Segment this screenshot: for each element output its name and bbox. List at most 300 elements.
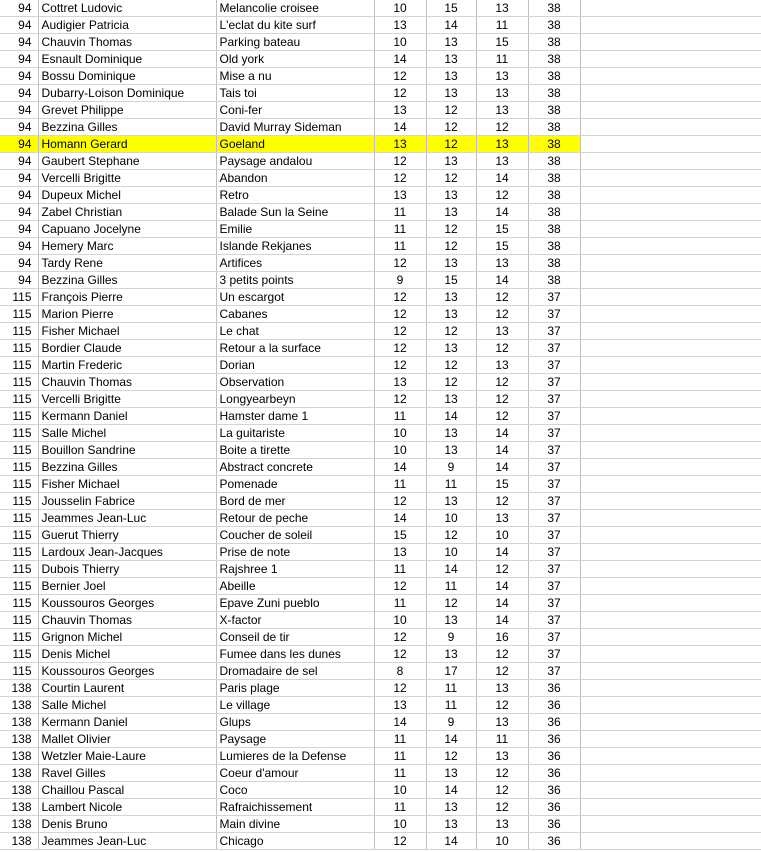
score-3-cell[interactable]: 14	[476, 595, 528, 612]
photographer-name-cell[interactable]: Courtin Laurent	[38, 680, 216, 697]
photographer-name-cell[interactable]: Bezzina Gilles	[38, 459, 216, 476]
score-1-cell[interactable]: 12	[374, 680, 426, 697]
photo-title-cell[interactable]: Coucher de soleil	[216, 527, 374, 544]
total-score-cell[interactable]: 38	[528, 17, 580, 34]
score-1-cell[interactable]: 11	[374, 799, 426, 816]
rank-cell[interactable]: 138	[0, 680, 38, 697]
table-row[interactable]	[0, 102, 761, 119]
photographer-name-cell[interactable]: Denis Michel	[38, 646, 216, 663]
total-score-cell[interactable]: 38	[528, 34, 580, 51]
photographer-name-cell[interactable]: Esnault Dominique	[38, 51, 216, 68]
photographer-name-cell[interactable]: Grignon Michel	[38, 629, 216, 646]
total-score-cell[interactable]: 37	[528, 459, 580, 476]
total-score-cell[interactable]: 36	[528, 697, 580, 714]
photographer-name-cell[interactable]: Vercelli Brigitte	[38, 391, 216, 408]
photo-title-cell[interactable]: Paysage	[216, 731, 374, 748]
table-row[interactable]	[0, 595, 761, 612]
rank-cell[interactable]: 115	[0, 544, 38, 561]
empty-cell[interactable]	[580, 697, 761, 714]
photographer-name-cell[interactable]: Homann Gerard	[38, 136, 216, 153]
photographer-name-cell[interactable]: Cottret Ludovic	[38, 0, 216, 17]
score-3-cell[interactable]: 12	[476, 374, 528, 391]
empty-cell[interactable]	[580, 731, 761, 748]
empty-cell[interactable]	[580, 748, 761, 765]
score-1-cell[interactable]: 14	[374, 459, 426, 476]
score-2-cell[interactable]: 13	[426, 816, 476, 833]
table-row[interactable]	[0, 697, 761, 714]
total-score-cell[interactable]: 37	[528, 340, 580, 357]
table-row[interactable]	[0, 221, 761, 238]
empty-cell[interactable]	[580, 782, 761, 799]
photo-title-cell[interactable]: Goeland	[216, 136, 374, 153]
score-2-cell[interactable]: 12	[426, 221, 476, 238]
total-score-cell[interactable]: 37	[528, 510, 580, 527]
table-row[interactable]	[0, 459, 761, 476]
rank-cell[interactable]: 115	[0, 595, 38, 612]
photographer-name-cell[interactable]: Bezzina Gilles	[38, 119, 216, 136]
total-score-cell[interactable]: 38	[528, 85, 580, 102]
score-1-cell[interactable]: 12	[374, 323, 426, 340]
photographer-name-cell[interactable]: Lambert Nicole	[38, 799, 216, 816]
table-row[interactable]	[0, 493, 761, 510]
score-1-cell[interactable]: 13	[374, 544, 426, 561]
photo-title-cell[interactable]: Paysage andalou	[216, 153, 374, 170]
score-2-cell[interactable]: 9	[426, 629, 476, 646]
photographer-name-cell[interactable]: Dubois Thierry	[38, 561, 216, 578]
empty-cell[interactable]	[580, 476, 761, 493]
score-2-cell[interactable]: 12	[426, 238, 476, 255]
score-2-cell[interactable]: 14	[426, 17, 476, 34]
total-score-cell[interactable]: 38	[528, 153, 580, 170]
rank-cell[interactable]: 138	[0, 731, 38, 748]
score-2-cell[interactable]: 13	[426, 765, 476, 782]
photo-title-cell[interactable]: Parking bateau	[216, 34, 374, 51]
rank-cell[interactable]: 115	[0, 476, 38, 493]
empty-cell[interactable]	[580, 765, 761, 782]
total-score-cell[interactable]: 38	[528, 0, 580, 17]
score-3-cell[interactable]: 11	[476, 731, 528, 748]
photo-title-cell[interactable]: Tais toi	[216, 85, 374, 102]
photo-title-cell[interactable]: 3 petits points	[216, 272, 374, 289]
score-2-cell[interactable]: 13	[426, 391, 476, 408]
empty-cell[interactable]	[580, 459, 761, 476]
table-row[interactable]	[0, 238, 761, 255]
score-3-cell[interactable]: 13	[476, 748, 528, 765]
table-row[interactable]	[0, 646, 761, 663]
rank-cell[interactable]: 94	[0, 0, 38, 17]
empty-cell[interactable]	[580, 85, 761, 102]
photographer-name-cell[interactable]: Tardy Rene	[38, 255, 216, 272]
total-score-cell[interactable]: 37	[528, 646, 580, 663]
empty-cell[interactable]	[580, 204, 761, 221]
score-1-cell[interactable]: 10	[374, 816, 426, 833]
photo-title-cell[interactable]: Retro	[216, 187, 374, 204]
score-2-cell[interactable]: 15	[426, 0, 476, 17]
score-2-cell[interactable]: 10	[426, 544, 476, 561]
photo-title-cell[interactable]: Glups	[216, 714, 374, 731]
photographer-name-cell[interactable]: Kermann Daniel	[38, 408, 216, 425]
empty-cell[interactable]	[580, 136, 761, 153]
photo-title-cell[interactable]: X-factor	[216, 612, 374, 629]
total-score-cell[interactable]: 38	[528, 170, 580, 187]
empty-cell[interactable]	[580, 102, 761, 119]
rank-cell[interactable]: 138	[0, 697, 38, 714]
score-2-cell[interactable]: 13	[426, 187, 476, 204]
photographer-name-cell[interactable]: Dupeux Michel	[38, 187, 216, 204]
score-1-cell[interactable]: 12	[374, 493, 426, 510]
photographer-name-cell[interactable]: Grevet Philippe	[38, 102, 216, 119]
photographer-name-cell[interactable]: Wetzler Maie-Laure	[38, 748, 216, 765]
empty-cell[interactable]	[580, 663, 761, 680]
table-row[interactable]	[0, 391, 761, 408]
total-score-cell[interactable]: 37	[528, 493, 580, 510]
total-score-cell[interactable]: 36	[528, 782, 580, 799]
photo-title-cell[interactable]: La guitariste	[216, 425, 374, 442]
empty-cell[interactable]	[580, 306, 761, 323]
rank-cell[interactable]: 115	[0, 663, 38, 680]
photographer-name-cell[interactable]: Chauvin Thomas	[38, 612, 216, 629]
score-3-cell[interactable]: 13	[476, 323, 528, 340]
table-row[interactable]	[0, 51, 761, 68]
score-1-cell[interactable]: 11	[374, 748, 426, 765]
score-2-cell[interactable]: 12	[426, 374, 476, 391]
score-2-cell[interactable]: 14	[426, 408, 476, 425]
score-1-cell[interactable]: 13	[374, 374, 426, 391]
score-2-cell[interactable]: 14	[426, 782, 476, 799]
table-row[interactable]	[0, 153, 761, 170]
photo-title-cell[interactable]: Abstract concrete	[216, 459, 374, 476]
empty-cell[interactable]	[580, 799, 761, 816]
score-3-cell[interactable]: 13	[476, 714, 528, 731]
rank-cell[interactable]: 94	[0, 272, 38, 289]
total-score-cell[interactable]: 37	[528, 629, 580, 646]
table-row[interactable]	[0, 748, 761, 765]
rank-cell[interactable]: 94	[0, 34, 38, 51]
photo-title-cell[interactable]: Fumee dans les dunes	[216, 646, 374, 663]
score-3-cell[interactable]: 14	[476, 425, 528, 442]
table-row[interactable]	[0, 204, 761, 221]
score-2-cell[interactable]: 12	[426, 170, 476, 187]
rank-cell[interactable]: 115	[0, 527, 38, 544]
rank-cell[interactable]: 94	[0, 85, 38, 102]
photographer-name-cell[interactable]: Jousselin Fabrice	[38, 493, 216, 510]
rank-cell[interactable]: 138	[0, 833, 38, 850]
photo-title-cell[interactable]: Mise a nu	[216, 68, 374, 85]
score-2-cell[interactable]: 9	[426, 714, 476, 731]
rank-cell[interactable]: 138	[0, 799, 38, 816]
table-row[interactable]	[0, 0, 761, 17]
photo-title-cell[interactable]: Retour a la surface	[216, 340, 374, 357]
photographer-name-cell[interactable]: Mallet Olivier	[38, 731, 216, 748]
total-score-cell[interactable]: 37	[528, 408, 580, 425]
score-1-cell[interactable]: 13	[374, 136, 426, 153]
rank-cell[interactable]: 115	[0, 612, 38, 629]
photographer-name-cell[interactable]: François Pierre	[38, 289, 216, 306]
table-row[interactable]	[0, 816, 761, 833]
table-row[interactable]	[0, 136, 761, 153]
score-2-cell[interactable]: 13	[426, 646, 476, 663]
score-3-cell[interactable]: 14	[476, 170, 528, 187]
total-score-cell[interactable]: 37	[528, 663, 580, 680]
score-1-cell[interactable]: 12	[374, 833, 426, 850]
score-3-cell[interactable]: 12	[476, 119, 528, 136]
table-row[interactable]	[0, 374, 761, 391]
photographer-name-cell[interactable]: Bordier Claude	[38, 340, 216, 357]
photo-title-cell[interactable]: David Murray Sideman	[216, 119, 374, 136]
score-2-cell[interactable]: 15	[426, 272, 476, 289]
table-row[interactable]	[0, 680, 761, 697]
score-3-cell[interactable]: 12	[476, 799, 528, 816]
table-row[interactable]	[0, 714, 761, 731]
rank-cell[interactable]: 94	[0, 153, 38, 170]
photographer-name-cell[interactable]: Kermann Daniel	[38, 714, 216, 731]
table-row[interactable]	[0, 833, 761, 850]
total-score-cell[interactable]: 38	[528, 136, 580, 153]
score-3-cell[interactable]: 14	[476, 204, 528, 221]
photographer-name-cell[interactable]: Denis Bruno	[38, 816, 216, 833]
empty-cell[interactable]	[580, 153, 761, 170]
photo-title-cell[interactable]: L'eclat du kite surf	[216, 17, 374, 34]
score-1-cell[interactable]: 11	[374, 408, 426, 425]
empty-cell[interactable]	[580, 425, 761, 442]
score-3-cell[interactable]: 13	[476, 136, 528, 153]
rank-cell[interactable]: 138	[0, 714, 38, 731]
table-row[interactable]	[0, 629, 761, 646]
photo-title-cell[interactable]: Artifices	[216, 255, 374, 272]
photo-title-cell[interactable]: Abeille	[216, 578, 374, 595]
score-2-cell[interactable]: 13	[426, 34, 476, 51]
total-score-cell[interactable]: 36	[528, 799, 580, 816]
rank-cell[interactable]: 115	[0, 306, 38, 323]
photo-title-cell[interactable]: Coeur d'amour	[216, 765, 374, 782]
table-row[interactable]	[0, 272, 761, 289]
table-row[interactable]	[0, 799, 761, 816]
photographer-name-cell[interactable]: Jeammes Jean-Luc	[38, 833, 216, 850]
photographer-name-cell[interactable]: Chaillou Pascal	[38, 782, 216, 799]
score-1-cell[interactable]: 12	[374, 68, 426, 85]
empty-cell[interactable]	[580, 833, 761, 850]
total-score-cell[interactable]: 37	[528, 289, 580, 306]
photo-title-cell[interactable]: Rajshree 1	[216, 561, 374, 578]
total-score-cell[interactable]: 38	[528, 255, 580, 272]
photographer-name-cell[interactable]: Martin Frederic	[38, 357, 216, 374]
empty-cell[interactable]	[580, 119, 761, 136]
empty-cell[interactable]	[580, 187, 761, 204]
table-row[interactable]	[0, 425, 761, 442]
table-row[interactable]	[0, 85, 761, 102]
total-score-cell[interactable]: 37	[528, 527, 580, 544]
score-2-cell[interactable]: 13	[426, 493, 476, 510]
photographer-name-cell[interactable]: Bossu Dominique	[38, 68, 216, 85]
total-score-cell[interactable]: 37	[528, 561, 580, 578]
table-row[interactable]	[0, 323, 761, 340]
rank-cell[interactable]: 138	[0, 748, 38, 765]
rank-cell[interactable]: 94	[0, 170, 38, 187]
score-1-cell[interactable]: 12	[374, 578, 426, 595]
score-1-cell[interactable]: 11	[374, 204, 426, 221]
table-row[interactable]	[0, 119, 761, 136]
score-2-cell[interactable]: 14	[426, 833, 476, 850]
table-row[interactable]	[0, 357, 761, 374]
rank-cell[interactable]: 94	[0, 204, 38, 221]
score-3-cell[interactable]: 13	[476, 153, 528, 170]
score-3-cell[interactable]: 12	[476, 493, 528, 510]
score-2-cell[interactable]: 13	[426, 340, 476, 357]
score-1-cell[interactable]: 12	[374, 85, 426, 102]
score-3-cell[interactable]: 13	[476, 510, 528, 527]
rank-cell[interactable]: 94	[0, 238, 38, 255]
score-1-cell[interactable]: 12	[374, 289, 426, 306]
table-row[interactable]	[0, 187, 761, 204]
score-3-cell[interactable]: 14	[476, 612, 528, 629]
score-2-cell[interactable]: 13	[426, 153, 476, 170]
photographer-name-cell[interactable]: Audigier Patricia	[38, 17, 216, 34]
score-2-cell[interactable]: 12	[426, 323, 476, 340]
score-3-cell[interactable]: 15	[476, 221, 528, 238]
total-score-cell[interactable]: 38	[528, 204, 580, 221]
empty-cell[interactable]	[580, 595, 761, 612]
total-score-cell[interactable]: 38	[528, 51, 580, 68]
photo-title-cell[interactable]: Cabanes	[216, 306, 374, 323]
total-score-cell[interactable]: 38	[528, 221, 580, 238]
rank-cell[interactable]: 115	[0, 459, 38, 476]
score-1-cell[interactable]: 12	[374, 255, 426, 272]
photo-title-cell[interactable]: Le village	[216, 697, 374, 714]
photo-title-cell[interactable]: Le chat	[216, 323, 374, 340]
empty-cell[interactable]	[580, 646, 761, 663]
table-row[interactable]	[0, 612, 761, 629]
rank-cell[interactable]: 138	[0, 816, 38, 833]
photo-title-cell[interactable]: Abandon	[216, 170, 374, 187]
total-score-cell[interactable]: 38	[528, 119, 580, 136]
score-1-cell[interactable]: 14	[374, 119, 426, 136]
score-1-cell[interactable]: 13	[374, 697, 426, 714]
photographer-name-cell[interactable]: Salle Michel	[38, 425, 216, 442]
score-3-cell[interactable]: 12	[476, 340, 528, 357]
total-score-cell[interactable]: 37	[528, 306, 580, 323]
total-score-cell[interactable]: 37	[528, 357, 580, 374]
score-1-cell[interactable]: 14	[374, 51, 426, 68]
rank-cell[interactable]: 115	[0, 357, 38, 374]
photographer-name-cell[interactable]: Fisher Michael	[38, 323, 216, 340]
empty-cell[interactable]	[580, 561, 761, 578]
total-score-cell[interactable]: 37	[528, 544, 580, 561]
score-1-cell[interactable]: 14	[374, 510, 426, 527]
photo-title-cell[interactable]: Retour de peche	[216, 510, 374, 527]
empty-cell[interactable]	[580, 527, 761, 544]
total-score-cell[interactable]: 37	[528, 391, 580, 408]
score-2-cell[interactable]: 13	[426, 204, 476, 221]
score-2-cell[interactable]: 12	[426, 357, 476, 374]
table-row[interactable]	[0, 510, 761, 527]
empty-cell[interactable]	[580, 68, 761, 85]
table-row[interactable]	[0, 476, 761, 493]
score-2-cell[interactable]: 12	[426, 119, 476, 136]
score-2-cell[interactable]: 12	[426, 595, 476, 612]
empty-cell[interactable]	[580, 442, 761, 459]
table-row[interactable]	[0, 544, 761, 561]
table-row[interactable]	[0, 442, 761, 459]
rank-cell[interactable]: 115	[0, 323, 38, 340]
score-2-cell[interactable]: 11	[426, 578, 476, 595]
rank-cell[interactable]: 115	[0, 408, 38, 425]
table-row[interactable]	[0, 527, 761, 544]
table-row[interactable]	[0, 408, 761, 425]
score-1-cell[interactable]: 12	[374, 306, 426, 323]
score-1-cell[interactable]: 13	[374, 187, 426, 204]
total-score-cell[interactable]: 38	[528, 187, 580, 204]
score-1-cell[interactable]: 14	[374, 714, 426, 731]
rank-cell[interactable]: 94	[0, 119, 38, 136]
table-row[interactable]	[0, 782, 761, 799]
score-3-cell[interactable]: 13	[476, 102, 528, 119]
score-3-cell[interactable]: 11	[476, 17, 528, 34]
rank-cell[interactable]: 115	[0, 391, 38, 408]
score-3-cell[interactable]: 13	[476, 85, 528, 102]
score-3-cell[interactable]: 15	[476, 34, 528, 51]
table-row[interactable]	[0, 306, 761, 323]
photo-title-cell[interactable]: Hamster dame 1	[216, 408, 374, 425]
photographer-name-cell[interactable]: Chauvin Thomas	[38, 34, 216, 51]
score-1-cell[interactable]: 12	[374, 646, 426, 663]
score-1-cell[interactable]: 11	[374, 765, 426, 782]
score-1-cell[interactable]: 11	[374, 221, 426, 238]
empty-cell[interactable]	[580, 357, 761, 374]
total-score-cell[interactable]: 36	[528, 816, 580, 833]
table-row[interactable]	[0, 340, 761, 357]
total-score-cell[interactable]: 36	[528, 833, 580, 850]
photo-title-cell[interactable]: Dromadaire de sel	[216, 663, 374, 680]
total-score-cell[interactable]: 36	[528, 714, 580, 731]
empty-cell[interactable]	[580, 391, 761, 408]
total-score-cell[interactable]: 37	[528, 476, 580, 493]
empty-cell[interactable]	[580, 323, 761, 340]
table-row[interactable]	[0, 663, 761, 680]
photo-title-cell[interactable]: Bord de mer	[216, 493, 374, 510]
rank-cell[interactable]: 115	[0, 510, 38, 527]
photo-title-cell[interactable]: Prise de note	[216, 544, 374, 561]
score-1-cell[interactable]: 10	[374, 0, 426, 17]
photographer-name-cell[interactable]: Fisher Michael	[38, 476, 216, 493]
score-2-cell[interactable]: 12	[426, 527, 476, 544]
rank-cell[interactable]: 94	[0, 68, 38, 85]
score-2-cell[interactable]: 11	[426, 680, 476, 697]
table-row[interactable]	[0, 731, 761, 748]
score-2-cell[interactable]: 13	[426, 306, 476, 323]
rank-cell[interactable]: 115	[0, 374, 38, 391]
empty-cell[interactable]	[580, 238, 761, 255]
total-score-cell[interactable]: 36	[528, 731, 580, 748]
total-score-cell[interactable]: 36	[528, 680, 580, 697]
photographer-name-cell[interactable]: Bezzina Gilles	[38, 272, 216, 289]
score-3-cell[interactable]: 13	[476, 255, 528, 272]
photographer-name-cell[interactable]: Zabel Christian	[38, 204, 216, 221]
score-1-cell[interactable]: 15	[374, 527, 426, 544]
photo-title-cell[interactable]: Coni-fer	[216, 102, 374, 119]
score-3-cell[interactable]: 13	[476, 816, 528, 833]
score-3-cell[interactable]: 10	[476, 833, 528, 850]
score-2-cell[interactable]: 10	[426, 510, 476, 527]
photo-title-cell[interactable]: Observation	[216, 374, 374, 391]
score-3-cell[interactable]: 15	[476, 238, 528, 255]
score-3-cell[interactable]: 13	[476, 68, 528, 85]
score-1-cell[interactable]: 12	[374, 153, 426, 170]
total-score-cell[interactable]: 37	[528, 425, 580, 442]
score-3-cell[interactable]: 11	[476, 51, 528, 68]
score-3-cell[interactable]: 12	[476, 187, 528, 204]
table-row[interactable]	[0, 289, 761, 306]
score-1-cell[interactable]: 12	[374, 357, 426, 374]
